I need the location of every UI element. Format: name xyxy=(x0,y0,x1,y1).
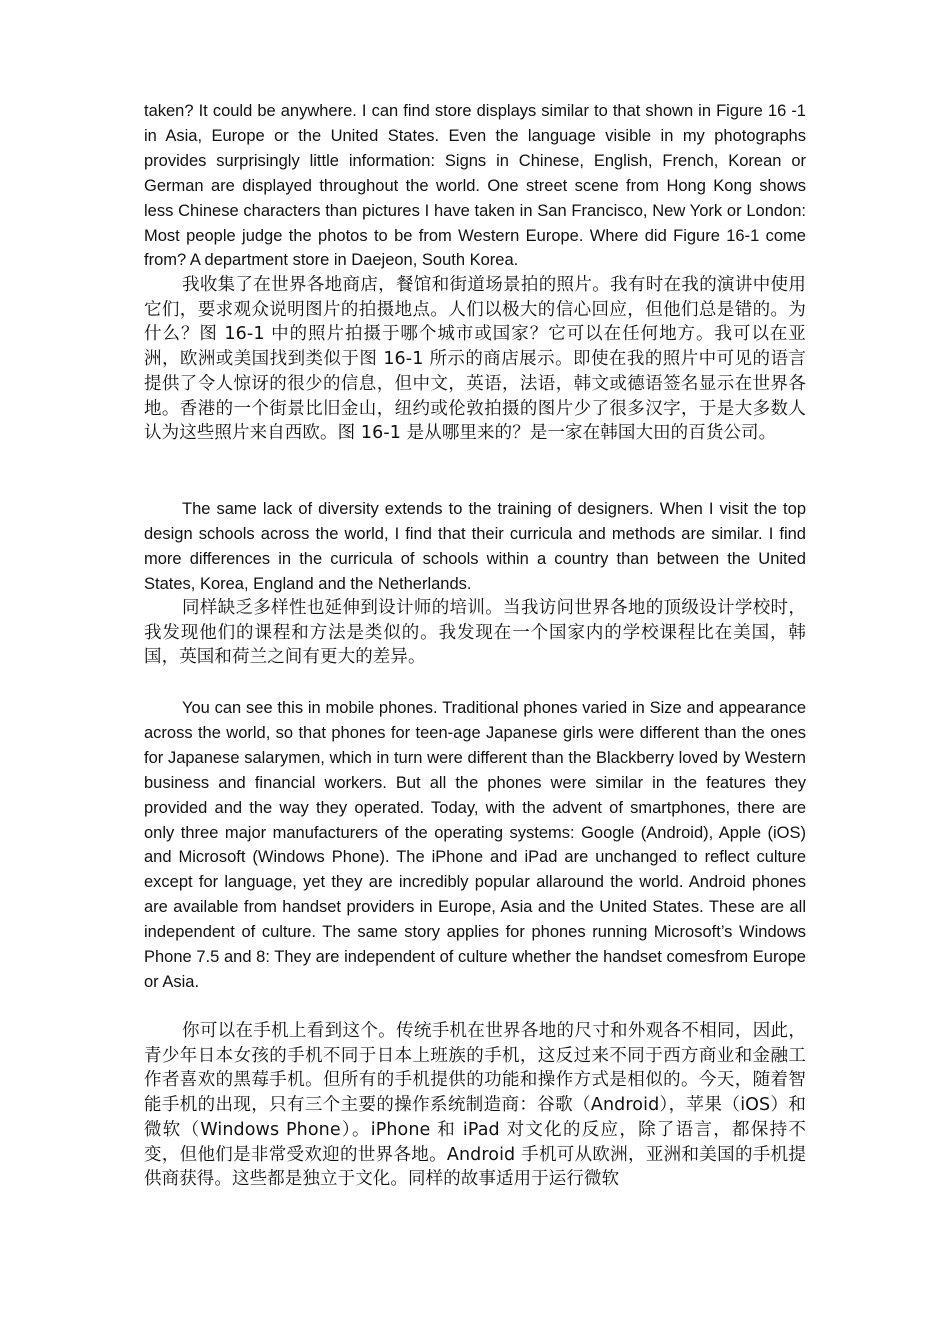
paragraph-english-1: taken? It could be anywhere. I can find store displays similar to that shown in Figure 16 -1 in Asia, Europe or the United States. Even the language visible in my photographs provides surprisingly little information: Signs in Chinese, English, French, Korean or German are displayed throughout the world. One street scene from Hong Kong shows less Chinese characters than pictures I have taken in San Francisco, New York or London: Most people judge the photos to be from Western Europe. Where did Figure 16-1 come from? A department store in Daejeon, South Korea. xyxy=(144,102,806,270)
paragraph-english-2: The same lack of diversity extends to the training of designers. When I visit the top design schools across the world, I find that their curricula and methods are similar. I find more differences in the curricula of schools within a country than between the United States, Korea, England and the Netherlands. xyxy=(144,500,806,593)
paragraph-chinese-1: 我收集了在世界各地商店，餐馆和街道场景拍的照片。我有时在我的演讲中使用它们，要求观众说明图片的拍摄地点。人们以极大的信心回应，但他们总是错的。为什么？图 16-1 中的照片拍摄于哪个城市或国家？它可以在任何地方。我可以在亚洲，欧洲或美国找到类似于图 16-1 所示的商店展示。即使在我的照片中可见的语言提供了令人惊讶的很少的信息，但中文，英语，法语，韩文或德语签名显示在世界各地。香港的一个街景比旧金山，纽约或伦敦拍摄的图片少了很多汉字，于是大多数人认为这些照片来自西欧。图 16-1 是从哪里来的？是一家在韩国大田的百货公司。 xyxy=(144,275,806,444)
paragraph-chinese-2: 同样缺乏多样性也延伸到设计师的培训。当我访问世界各地的顶级设计学校时，我发现他们的课程和方法是类似的。我发现在一个国家内的学校课程比在美国，韩国，英国和荷兰之间有更大的差异。 xyxy=(144,598,806,668)
paragraph-chinese-3: 你可以在手机上看到这个。传统手机在世界各地的尺寸和外观各不相同，因此，青少年日本女孩的手机不同于日本上班族的手机，这反过来不同于西方商业和金融工作者喜欢的黑莓手机。但所有的手机提供的功能和操作方式是相似的。今天，随着智能手机的出现，只有三个主要的操作系统制造商：谷歌（Android），苹果（iOS）和微软（Windows Phone）。iPhone 和 iPad 对文化的反应，除了语言，都保持不变，但他们是非常受欢迎的世界各地。Android 手机可从欧洲，亚洲和美国的手机提供商获得。这些都是独立于文化。同样的故事适用于运行微软 xyxy=(144,1021,806,1190)
paragraph-english-3: You can see this in mobile phones. Traditional phones varied in Size and appearance across the world, so that phones for teen-age Japanese girls were different than the ones for Japanese salarymen, which in turn were different than the Blackberry loved by Western business and financial workers. But all the phones were similar in the features they provided and the way they operated. Today, with the advent of smartphones, there are only three major manufacturers of the operating systems: Google (Android), Apple (iOS) and Microsoft (Windows Phone). The iPhone and iPad are unchanged to reflect culture except for language, yet they are incredibly popular allaround the world. Android phones are available from handset providers in Europe, Asia and the United States. These are all independent of culture. The same story applies for phones running Microsoft’s Windows Phone 7.5 and 8: They are independent of culture whether the handset comesfrom Europe or Asia. xyxy=(144,699,806,991)
